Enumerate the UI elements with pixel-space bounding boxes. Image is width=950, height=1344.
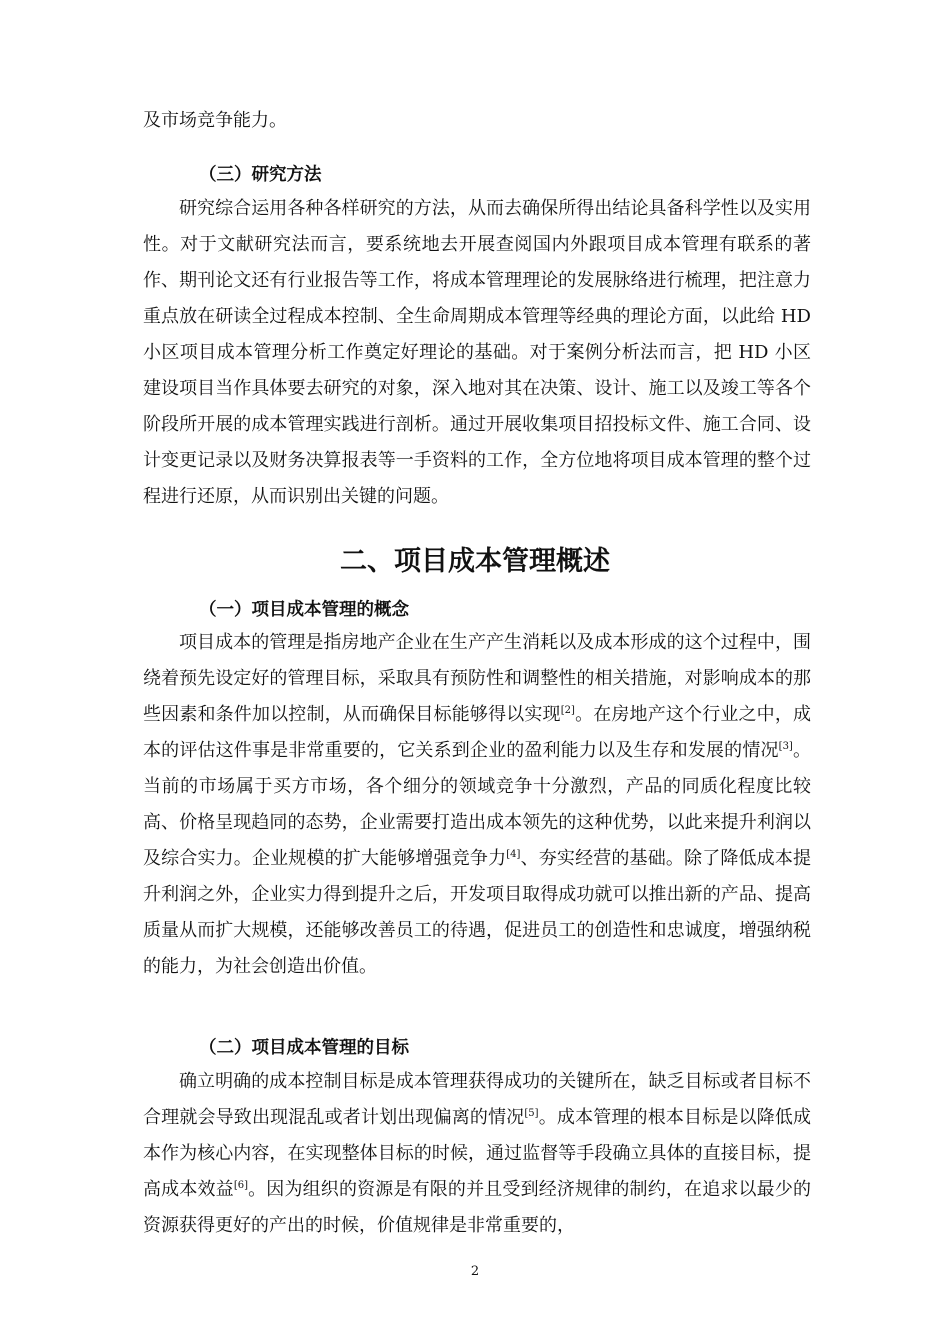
citation-4: [4] — [506, 849, 521, 860]
sub1-text-2: 。在房地产这个行业之中，成本的评估这件事是非常重要的，它关系到企业的盈利能力以及生存和发展的情况 — [143, 704, 812, 761]
sub1-heading: （一）项目成本管理的概念 — [199, 600, 409, 620]
section3-body — [143, 191, 811, 515]
sub2-body — [143, 1064, 811, 1244]
section3-heading: （三）研究方法 — [199, 165, 322, 185]
sub2-heading: （二）项目成本管理的目标 — [199, 1038, 409, 1058]
section3-paragraph: 研究综合运用各种各样研究的方法，从而去确保所得出结论具备科学性以及实用性。对于文献研究法而言，要系统地去开展查阅国内外跟项目成本管理有联系的著作、期刊论文还有行业报告等工作，将成本管理理论的发展脉络进行梳理，把注意力重点放在研读全过程成本控制、全生命周期成本管理等经典的理论方面，以此给 HD 小区项目成本管理分析工作奠定好理论的基础。对于案例分析法而言，把 HD 小区建设项目当作具体要去研究的对象，深入地对其在决策、设计、施工以及竣工等各个阶段所开展的成本管理实践进行剖析。通过开展收集项目招投标文件、施工合同、设计变更记录以及财务决算报表等一手资料的工作，全方位地将项目成本管理的整个过程进行还原，从而识别出关键的问题。 — [143, 198, 811, 507]
sub2-text-1: 确立明确的成本控制目标是成本管理获得成功的关键所在，缺乏目标或者目标不合理就会导致出现混乱或者计划出现偏离的情况 — [143, 1071, 811, 1128]
sub1-text-4: 、夯实经营的基础。除了降低成本提升利润之外，企业实力得到提升之后，开发项目取得成功就可以推出新的产品、提高质量从而扩大规模，还能够改善员工的待遇，促进员工的创造性和忠诚度，增强纳税的能力，为社会创造出价值。 — [143, 848, 812, 977]
citation-2: [2] — [560, 705, 575, 716]
sub2-text-2: 。成本管理的根本目标是以降低成本作为核心内容，在实现整体目标的时候，通过监督等手段确立具体的直接目标，提高成本效益 — [143, 1107, 812, 1200]
sub2-text-3: 。因为组织的资源是有限的并且受到经济规律的制约，在追求以最少的资源获得更好的产出的时候，价值规律是非常重要的， — [143, 1179, 811, 1236]
sub1-body — [143, 625, 811, 985]
chapter-title: 二、项目成本管理概述 — [340, 546, 610, 577]
citation-6: [6] — [233, 1180, 248, 1191]
citation-3: [3] — [778, 741, 793, 752]
lead-paragraph — [143, 103, 811, 139]
sub1-text-1: 项目成本的管理是指房地产企业在生产产生消耗以及成本形成的这个过程中，围绕着预先设定好的管理目标，采取具有预防性和调整性的相关措施，对影响成本的那些因素和条件加以控制，从而确保目标能够得以实现 — [143, 632, 811, 725]
sub1-text-3: 。当前的市场属于买方市场，各个细分的领域竞争十分激烈，产品的同质化程度比较高、价格呈现趋同的态势，企业需要打造出成本领先的这种优势，以此来提升利润以及综合实力。企业规模的扩大能够增强竞争力 — [143, 740, 812, 869]
citation-5: [5] — [524, 1108, 539, 1119]
lead-line: 及市场竞争能力。 — [143, 110, 287, 131]
sub2-paragraph — [143, 1064, 811, 1244]
sub1-paragraph — [143, 625, 811, 985]
page-number: 2 — [470, 1264, 480, 1279]
